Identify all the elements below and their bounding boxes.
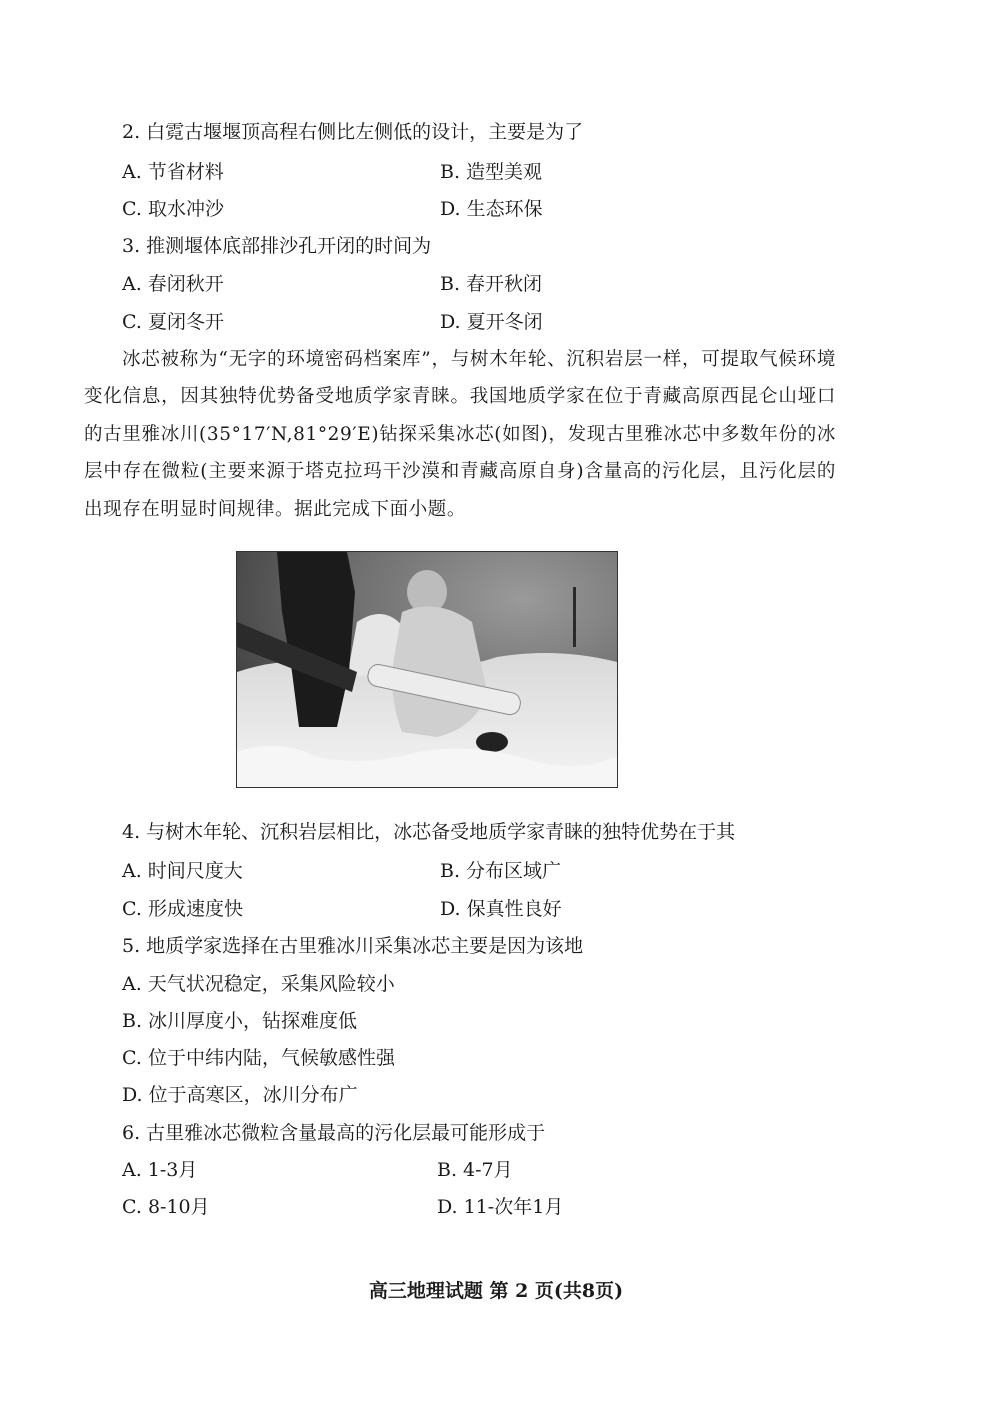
question-6-option-a: A. 1-3月 (122, 1159, 198, 1181)
question-6-stem: 6. 古里雅冰芯微粒含量最高的污化层最可能形成于 (122, 1122, 546, 1144)
question-6-option-d: D. 11-次年1月 (437, 1196, 564, 1218)
question-5-option-d: D. 位于高寒区，冰川分布广 (122, 1084, 358, 1106)
question-3-option-b: B. 春开秋闭 (440, 273, 543, 295)
question-4-stem: 4. 与树木年轮、沉积岩层相比，冰芯备受地质学家青睐的独特优势在于其 (122, 821, 736, 843)
question-5-stem: 5. 地质学家选择在古里雅冰川采集冰芯主要是因为该地 (122, 935, 584, 957)
question-6-option-b: B. 4-7月 (437, 1159, 513, 1181)
question-6-option-c: C. 8-10月 (122, 1196, 210, 1218)
question-5-option-b: B. 冰川厚度小，钻探难度低 (122, 1010, 358, 1032)
question-2-option-a: A. 节省材料 (122, 161, 224, 183)
reading-passage: 冰芯被称为“无字的环境密码档案库”，与树木年轮、沉积岩层一样，可提取气候环境变化信息，因其独特优势备受地质学家青睐。我国地质学家在位于青藏高原西昆仑山垭口的古里雅冰川(35°17′N,81°29′E)钻探采集冰芯(如图)，发现古里雅冰芯中多数年份的冰层中存在微粒(主要来源于塔克拉玛干沙漠和青藏高原自身)含量高的污化层，且污化层的出现存在明显时间规律。据此完成下面小题。 (84, 349, 836, 520)
question-3-stem: 3. 推测堰体底部排沙孔开闭的时间为 (122, 235, 432, 257)
photo-illustration (237, 552, 617, 787)
question-2-stem: 2. 白霓古堰堰顶高程右侧比左侧低的设计，主要是为了 (122, 121, 584, 143)
question-3-option-d: D. 夏开冬闭 (440, 311, 543, 333)
question-5-option-c: C. 位于中纬内陆，气候敏感性强 (122, 1047, 395, 1069)
question-2-option-b: B. 造型美观 (440, 161, 543, 183)
question-2-option-d: D. 生态环保 (440, 198, 543, 220)
question-3-option-c: C. 夏闭冬开 (122, 311, 224, 333)
question-3-option-a: A. 春闭秋开 (122, 273, 224, 295)
question-2-option-c: C. 取水冲沙 (122, 198, 224, 220)
page-footer: 高三地理试题 第 2 页(共8页) (368, 1280, 624, 1302)
question-4-option-c: C. 形成速度快 (122, 898, 243, 920)
ice-core-drilling-photo (236, 551, 618, 788)
question-4-option-a: A. 时间尺度大 (122, 860, 243, 882)
question-4-option-b: B. 分布区域广 (440, 860, 562, 882)
question-5-option-a: A. 天气状况稳定，采集风险较小 (122, 973, 395, 995)
question-4-option-d: D. 保真性良好 (440, 898, 562, 920)
